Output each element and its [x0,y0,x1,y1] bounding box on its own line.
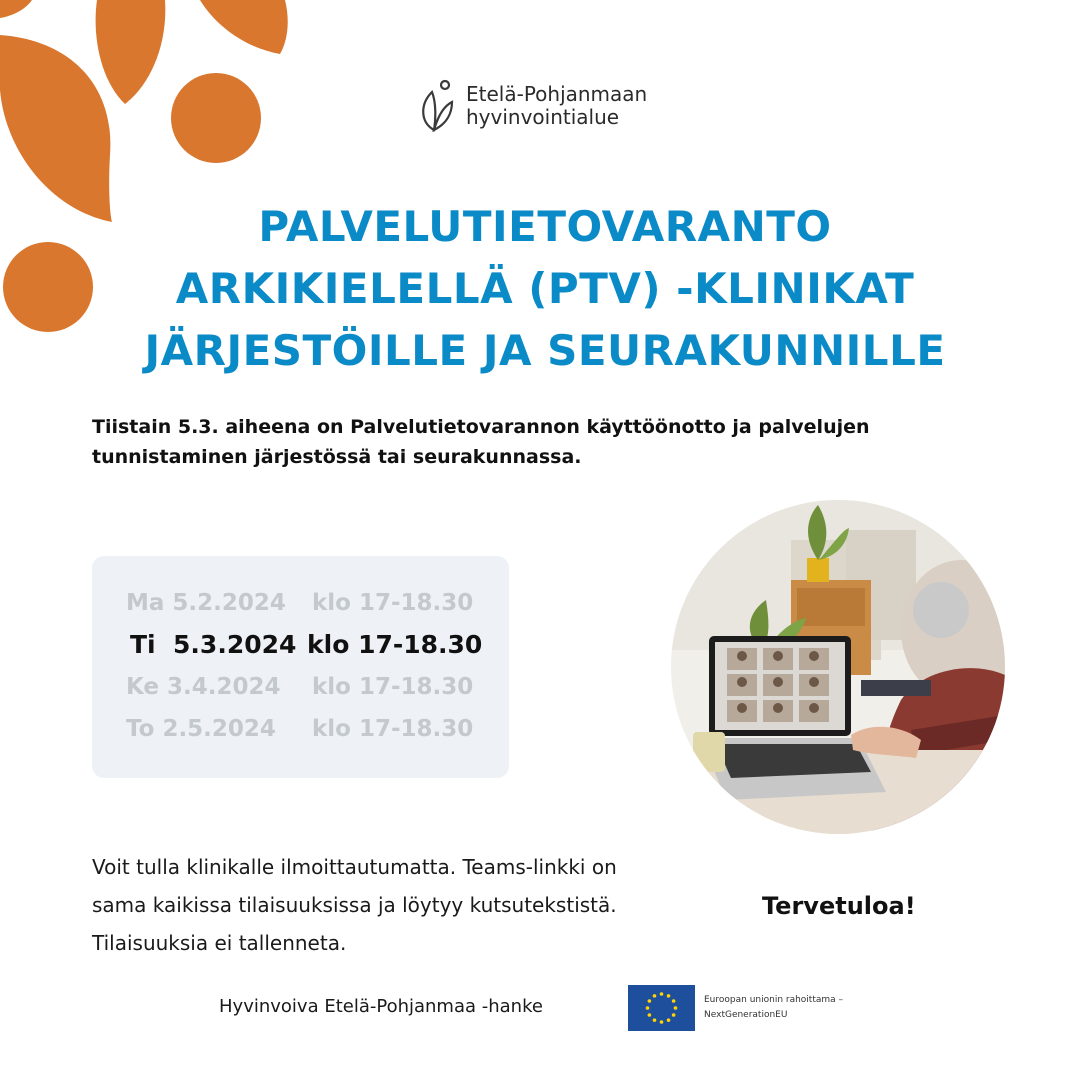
orange-circle-shape [171,73,261,163]
project-name: Hyvinvoiva Etelä-Pohjanmaa -hanke [219,996,543,1017]
title-line-3: JÄRJESTÖILLE JA SEURAKUNNILLE [144,326,946,375]
logo-line-1: Etelä-Pohjanmaan [466,82,648,106]
eu-star [646,1006,650,1010]
schedule-panel [92,556,509,778]
intro-text: Tiistain 5.3. aiheena on Palvelutietovarannon käyttöönotto ja palvelujen tunnistaminen järjestössä tai seurakunnassa. [92,416,870,468]
schedule-row-highlighted [92,624,509,666]
schedule-time: klo 17-18.30 [312,716,474,742]
info-line: Voit tulla klinikalle ilmoittautumatta. Teams-linkki on [92,855,617,879]
eu-star [653,1018,657,1022]
eu-star [667,994,671,998]
eu-star [648,1013,652,1017]
schedule-time: klo 17-18.30 [307,630,483,659]
schedule-date: Ma 5.2.2024 [126,590,286,616]
eu-star [653,994,657,998]
eu-star [674,1006,678,1010]
welcome-text: Tervetuloa! [762,892,916,920]
schedule-date: Ti 5.3.2024 [130,630,297,659]
eu-funding-text [704,993,843,1023]
eu-star [672,1013,676,1017]
info-line: Tilaisuuksia ei tallenneta. [92,931,347,955]
title-line-1: PALVELUTIETOVARANTO [258,202,832,251]
schedule-row [92,582,509,624]
eu-flag-icon [628,985,695,1031]
schedule-date: To 2.5.2024 [126,716,276,742]
eu-star [667,1018,671,1022]
leaf-logo-icon [416,78,456,134]
title-line-2: ARKIKIELELLÄ (PTV) -KLINIKAT [175,264,915,313]
orange-leaf-shape [0,35,112,222]
logo-line-2: hyvinvointialue [466,105,620,129]
organization-logo [416,78,647,134]
video-call-illustration [671,500,1005,834]
info-text [92,848,752,962]
video-call-photo [671,500,1005,834]
schedule-row [92,708,509,750]
orange-leaf-shape [200,0,288,54]
eu-star [660,992,664,996]
logo-wordmark [466,83,647,129]
schedule-time: klo 17-18.30 [312,590,474,616]
schedule-row [92,666,509,708]
orange-leaf-shape [96,0,166,104]
page-title [60,196,1030,382]
eu-star [660,1020,664,1024]
schedule-date: Ke 3.4.2024 [126,674,281,700]
orange-leaf-shape [0,0,32,18]
eu-star [672,999,676,1003]
schedule-time: klo 17-18.30 [312,674,474,700]
eu-funding-line-1: Euroopan unionin rahoittama – [704,995,844,1005]
eu-funding-line-2: NextGenerationEU [704,1010,788,1020]
info-line: sama kaikissa tilaisuuksissa ja löytyy kutsutekstistä. [92,893,617,917]
eu-star [648,999,652,1003]
